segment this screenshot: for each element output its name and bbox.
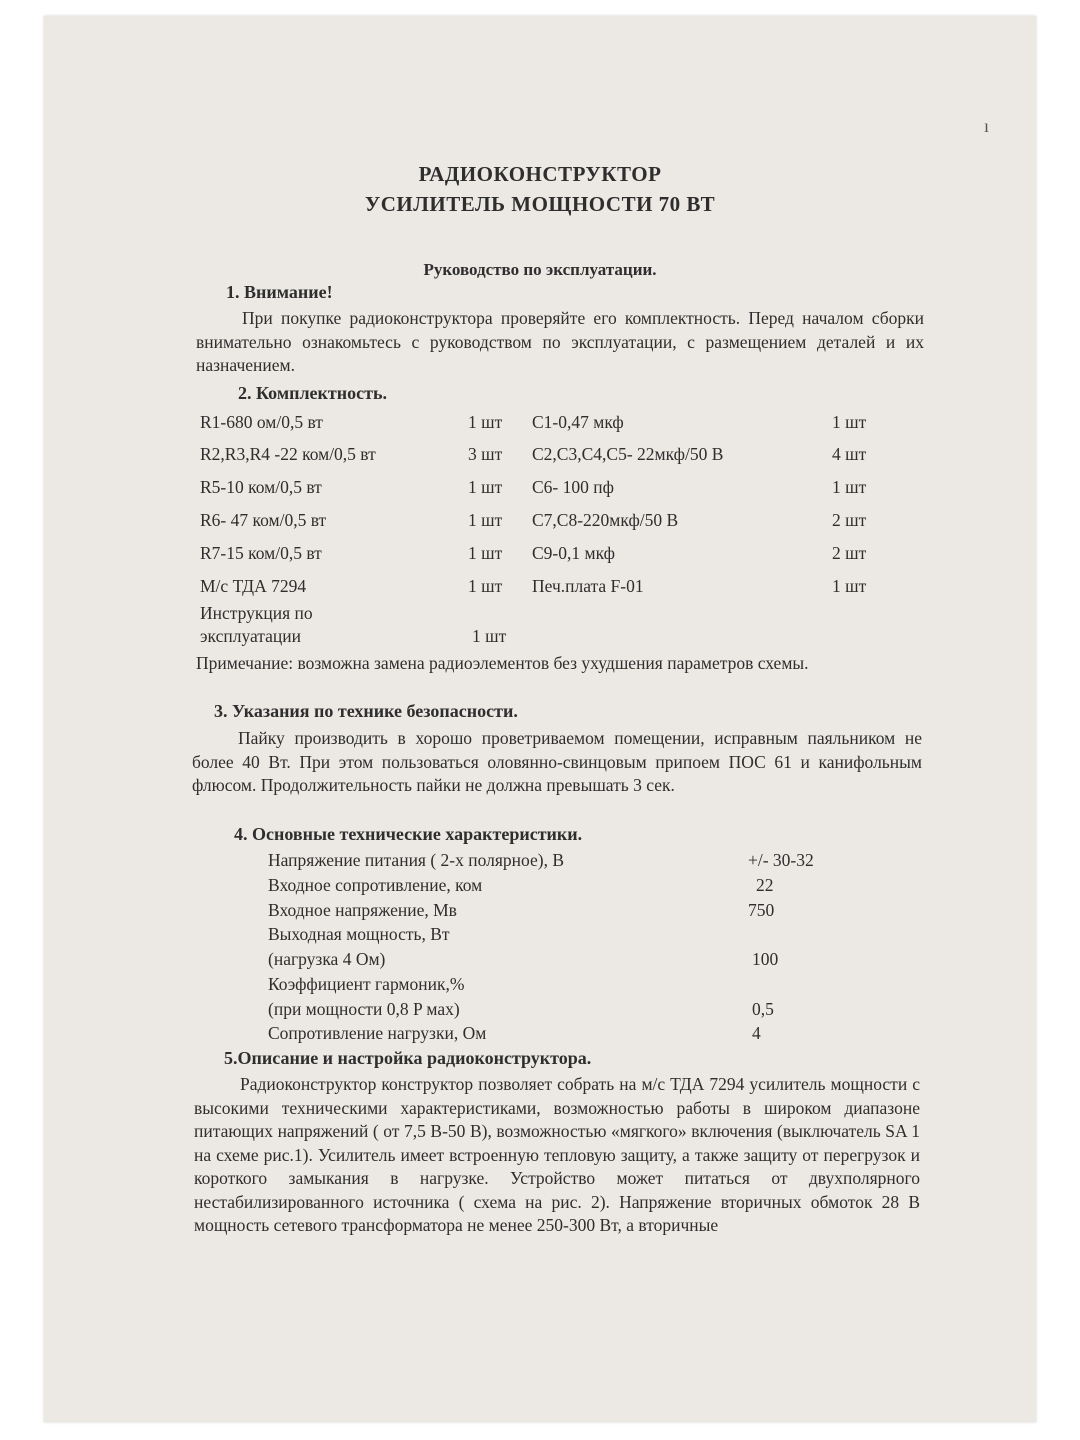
kit-row <box>200 477 920 503</box>
spec-label: (нагрузка 4 Ом) <box>268 949 386 969</box>
kit-qty: 1 шт <box>468 543 503 563</box>
section-1-heading: 1. Внимание! <box>226 282 333 302</box>
kit-qty: 2 шт <box>832 510 867 530</box>
kit-item: Печ.плата F-01 <box>532 576 644 596</box>
spec-value: 4 <box>752 1023 761 1043</box>
section-3-heading: 3. Указания по технике безопасности. <box>214 701 518 721</box>
spec-label: Входное сопротивление, ком <box>268 875 483 895</box>
kit-qty: 1 шт <box>468 510 503 530</box>
spec-label: Сопротивление нагрузки, Ом <box>268 1023 487 1043</box>
spec-value: 0,5 <box>752 999 774 1019</box>
kit-item: C7,C8-220мкф/50 В <box>532 510 679 530</box>
kit-item: R7-15 ком/0,5 вт <box>200 543 322 563</box>
spec-row <box>268 949 888 973</box>
document-page <box>44 16 1036 1422</box>
spec-label: Выходная мощность, Вт <box>268 924 450 944</box>
kit-item: C9-0,1 мкф <box>532 543 615 563</box>
kit-row <box>200 412 920 438</box>
spec-value: +/- 30-32 <box>748 850 814 870</box>
kit-qty: 1 шт <box>468 576 503 596</box>
kit-qty: 3 шт <box>468 444 503 464</box>
kit-instruction-line-1: Инструкция по <box>200 603 313 623</box>
kit-item: R5-10 ком/0,5 вт <box>200 477 322 497</box>
kit-item: C1-0,47 мкф <box>532 412 624 432</box>
section-1-text: При покупке радиоконструктора проверяйте его комплектность. Перед началом сборки внимательно ознакомьтесь с руководством по эксплуатации, с размещением деталей и их назначением. <box>196 308 924 375</box>
kit-qty: 1 шт <box>832 477 867 497</box>
spec-label: (при мощности 0,8 P мах) <box>268 999 460 1019</box>
spec-row <box>268 974 888 998</box>
spec-label: Напряжение питания ( 2-х полярное), В <box>268 850 565 870</box>
kit-qty: 1 шт <box>832 412 867 432</box>
kit-item: R6- 47 ком/0,5 вт <box>200 510 327 530</box>
section-5-heading: 5.Описание и настройка радиоконструктора. <box>224 1048 592 1068</box>
kit-row <box>200 576 920 602</box>
kit-row <box>200 510 920 536</box>
spec-value: 22 <box>756 875 774 895</box>
spec-row <box>268 924 888 948</box>
kit-item: R2,R3,R4 -22 ком/0,5 вт <box>200 444 376 464</box>
spec-row <box>268 999 888 1023</box>
kit-qty: 1 шт <box>468 477 503 497</box>
kit-qty: 1 шт <box>468 412 503 432</box>
title-line-1: РАДИОКОНСТРУКТОР <box>418 162 662 186</box>
kit-qty: 1 шт <box>832 576 867 596</box>
kit-instruction-item <box>200 602 313 648</box>
spec-row <box>268 900 888 924</box>
spec-row <box>268 875 888 899</box>
title-line-2: УСИЛИТЕЛЬ МОЩНОСТИ 70 ВТ <box>364 192 716 216</box>
kit-qty: 4 шт <box>832 444 867 464</box>
page-mark: ı <box>984 116 990 136</box>
kit-row <box>200 444 920 470</box>
spec-row <box>268 1023 888 1047</box>
manual-subtitle: Руководство по эксплуатации. <box>423 260 657 279</box>
section-3-text: Пайку производить в хорошо проветриваемом помещении, исправным паяльником не более 40 Вт. При этом пользоваться оловянно-свинцовым припоем ПОС 61 и канифольным флюсом. Продолжительность пайки не должна превышать 3 сек. <box>192 728 922 795</box>
section-2-heading: 2. Комплектность. <box>238 383 387 403</box>
kit-note: Примечание: возможна замена радиоэлементов без ухудшения параметров схемы. <box>196 653 809 673</box>
kit-item: C6- 100 пф <box>532 477 614 497</box>
kit-item: C2,C3,C4,C5- 22мкф/50 В <box>532 444 724 464</box>
kit-instruction-qty: 1 шт <box>472 626 507 646</box>
spec-label: Входное напряжение, Мв <box>268 900 457 920</box>
kit-item: R1-680 ом/0,5 вт <box>200 412 323 432</box>
section-4-heading: 4. Основные технические характеристики. <box>234 824 583 844</box>
kit-qty: 2 шт <box>832 543 867 563</box>
spec-label: Коэффициент гармоник,% <box>268 974 465 994</box>
kit-item: М/с ТДА 7294 <box>200 576 307 596</box>
section-5-text: Радиоконструктор конструктор позволяет собрать на м/с ТДА 7294 усилитель мощности с высокими техническими характеристиками, возможностью работы в широком диапазоне питающих напряжений ( от 7,5 В-50 В), возможностью «мягкого» включения (выключатель SA 1 на схеме рис.1). Усилитель имеет встроенную тепловую защиту, а также защиту от перегрузок и короткого замыкания в нагрузке. Устройство может питаться от двухполярного нестабилизированного источника ( схема на рис. 2). Напряжение вторичных обмоток 28 В мощность сетевого трансформатора не менее 250-300 Вт, а вторичные <box>194 1074 920 1235</box>
spec-value: 750 <box>748 900 775 920</box>
spec-row <box>268 850 888 874</box>
kit-row <box>200 543 920 569</box>
spec-value: 100 <box>752 949 779 969</box>
kit-instruction-line-2: эксплуатации <box>200 626 302 646</box>
